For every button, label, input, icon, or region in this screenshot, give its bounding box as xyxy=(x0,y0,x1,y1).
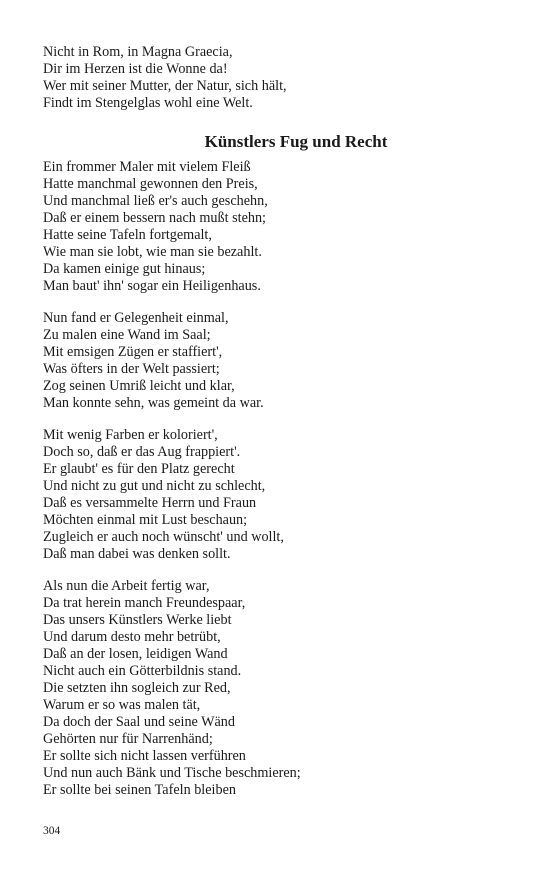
verse-line: Wer mit seiner Mutter, der Natur, sich hält, xyxy=(43,78,287,94)
verse-line: Und nicht zu gut und nicht zu schlecht, xyxy=(43,478,266,494)
verse-line: Man baut' ihn' sogar ein Heiligenhaus. xyxy=(43,278,261,294)
poem-stanza-1 xyxy=(43,159,513,295)
poem-stanza-2 xyxy=(43,310,513,412)
verse-line: Daß er einem bessern nach mußt stehn; xyxy=(43,210,266,226)
verse-line: Warum er so was malen tät, xyxy=(43,697,201,713)
verse-line: Da doch der Saal und seine Wänd xyxy=(43,714,235,730)
verse-line: Nun fand er Gelegenheit einmal, xyxy=(43,310,229,326)
verse-line: Zog seinen Umriß leicht und klar, xyxy=(43,378,235,394)
verse-line: Er glaubt' es für den Platz gerecht xyxy=(43,461,235,477)
verse-line: Er sollte bei seinen Tafeln bleiben xyxy=(43,782,236,798)
verse-line: Als nun die Arbeit fertig war, xyxy=(43,578,210,594)
verse-line: Hatte manchmal gewonnen den Preis, xyxy=(43,176,258,192)
poem-title: Künstlers Fug und Recht xyxy=(204,132,388,151)
previous-poem-stanza xyxy=(43,44,513,112)
verse-line: Zugleich er auch noch wünscht' und wollt, xyxy=(43,529,284,545)
verse-line: Und manchmal ließ er's auch geschehn, xyxy=(43,193,268,209)
verse-line: Und darum desto mehr betrübt, xyxy=(43,629,221,645)
verse-line: Dir im Herzen ist die Wonne da! xyxy=(43,61,228,77)
verse-line: Mit emsigen Zügen er staffiert', xyxy=(43,344,223,360)
verse-line: Zu malen eine Wand im Saal; xyxy=(43,327,211,343)
verse-line: Mit wenig Farben er koloriert', xyxy=(43,427,218,443)
page-number: 304 xyxy=(43,825,61,837)
verse-line: Da trat herein manch Freundespaar, xyxy=(43,595,246,611)
verse-line: Gehörten nur für Narrenhänd; xyxy=(43,731,213,747)
verse-line: Daß an der losen, leidigen Wand xyxy=(43,646,228,662)
verse-line: Was öfters in der Welt passiert; xyxy=(43,361,220,377)
verse-line: Nicht in Rom, in Magna Graecia, xyxy=(43,44,233,60)
verse-line: Und nun auch Bänk und Tische beschmieren; xyxy=(43,765,301,781)
verse-line: Das unsers Künstlers Werke liebt xyxy=(43,612,232,628)
verse-line: Da kamen einige gut hinaus; xyxy=(43,261,206,277)
verse-line: Doch so, daß er das Aug frappiert'. xyxy=(43,444,241,460)
verse-line: Daß es versammelte Herrn und Fraun xyxy=(43,495,257,511)
verse-line: Ein frommer Maler mit vielem Fleiß xyxy=(43,159,251,175)
poem-stanza-4 xyxy=(43,578,513,799)
poem-stanza-3 xyxy=(43,427,513,563)
page-body xyxy=(43,44,513,814)
verse-line: Nicht auch ein Götterbildnis stand. xyxy=(43,663,242,679)
verse-line: Möchten einmal mit Lust beschaun; xyxy=(43,512,248,528)
verse-line: Findt im Stengelglas wohl eine Welt. xyxy=(43,95,253,111)
verse-line: Er sollte sich nicht lassen verführen xyxy=(43,748,246,764)
verse-line: Wie man sie lobt, wie man sie bezahlt. xyxy=(43,244,262,260)
verse-line: Die setzten ihn sogleich zur Red, xyxy=(43,680,231,696)
verse-line: Hatte seine Tafeln fortgemalt, xyxy=(43,227,212,243)
verse-line: Daß man dabei was denken sollt. xyxy=(43,546,231,562)
verse-line: Man konnte sehn, was gemeint da war. xyxy=(43,395,264,411)
